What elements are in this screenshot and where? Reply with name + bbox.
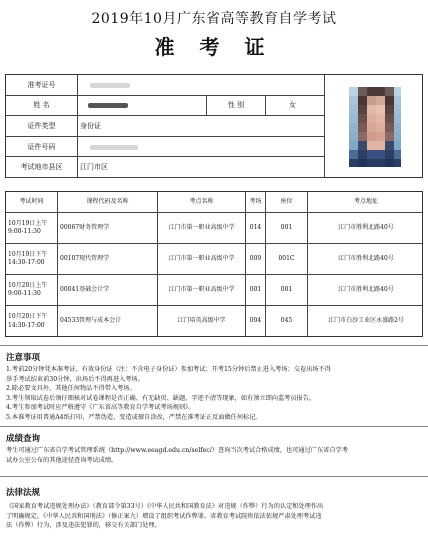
exam-area-value: 江门市区 (80, 163, 108, 172)
id-type-row (6, 116, 324, 137)
notes-title: 注意事项 (6, 353, 41, 363)
header-exam-time: 考试时间 (6, 192, 58, 212)
law-line: 《国家教育考试违规处理办法》（教育部令第33号）《中华人民共和国教育法》对违规（作弊）行为的认定和处理作出 (6, 503, 324, 510)
candidate-info-table (5, 74, 423, 178)
room-cell: 009 (246, 244, 266, 274)
redacted-id-number (90, 145, 138, 150)
seat-cell: 001 (266, 213, 308, 243)
page-title: 2019年10月广东省高等教育自学考试 (91, 11, 337, 27)
photo-cell (324, 75, 424, 178)
header-room: 考场 (246, 192, 266, 212)
exam-time-cell (6, 213, 58, 243)
gender-label: 性 别 (206, 96, 266, 116)
exam-area-label: 考试地市县区 (6, 157, 78, 177)
exam-date: 10月20日上午 (8, 281, 48, 289)
results-line: 考生可通过广东省自学考试管理系统（http://www.eeagd.edu.cn/selfec/）查询当次考试合格成绩，也可通过广东省自学考 (6, 447, 348, 454)
header-seat: 座位 (266, 192, 308, 212)
name-row (6, 96, 324, 117)
redacted-ticket-number (90, 83, 130, 88)
exam-date: 10月19日下午 (8, 250, 48, 258)
seat-cell: 001 (266, 275, 308, 305)
site-cell: 江门市第一职业高级中学 (158, 244, 246, 274)
course-cell: 00041基础会计学 (58, 275, 158, 305)
law-line: 法（作弊）行为，涉及违法犯罪的，移交有关部门处理。 (6, 522, 161, 530)
exam-schedule-table (5, 191, 423, 337)
exam-date: 10月19日上午 (8, 219, 48, 227)
exam-time: 9:00-11:30 (8, 290, 41, 297)
id-number-label: 证件号码 (6, 137, 78, 157)
exam-table-header (6, 192, 422, 213)
divider (0, 476, 428, 477)
header-address: 考点地址 (353, 197, 378, 205)
document-heading: 准 考 证 (154, 35, 274, 59)
address-cell: 江门市白沙工业区永盛路2号 (328, 317, 404, 325)
course-cell: 04533管理与成本会计 (58, 306, 158, 337)
address-cell: 江门市胜利北路40号 (338, 285, 394, 293)
exam-time: 14:30-17:00 (8, 259, 45, 266)
site-cell: 江门培英高级中学 (158, 306, 246, 337)
results-line: 试办公室公布的其他途径查询考试成绩。 (6, 456, 118, 464)
address-cell: 江门市胜利北路40号 (338, 223, 394, 231)
ticket-number-label: 准考证号 (6, 75, 78, 95)
site-cell: 江门市第一职业高级中学 (158, 213, 246, 243)
divider (0, 426, 428, 427)
table-row (6, 275, 422, 306)
seat-cell: 045 (266, 306, 308, 337)
exam-time: 14:30-17:00 (8, 321, 45, 329)
address-cell: 江门市胜利北路40号 (338, 254, 394, 262)
id-type-value: 身份证 (80, 121, 101, 130)
redacted-name (88, 103, 128, 108)
exam-time-cell (6, 275, 58, 305)
notes-item: 5.本准考证用普通A4纸打印，严禁伪造、变造或擅自涂改，严禁在准考证正反面做任何标记。 (6, 414, 262, 422)
law-body (6, 502, 422, 531)
id-type-label: 证件类型 (6, 116, 78, 136)
course-cell: 00107现代管理学 (58, 244, 158, 274)
notes-item: 1.考前20分钟凭本准考证、有效身份证（注：不含电子身份证）参加考试；开考15分钟后禁止进入考场；交卷出场不得 (6, 366, 331, 373)
law-title: 法律法规 (6, 488, 41, 498)
id-number-row (6, 137, 324, 158)
exam-area-row (6, 157, 324, 178)
results-body (6, 446, 422, 465)
course-cell: 00067财务管理学 (58, 213, 158, 243)
room-cell: 014 (246, 213, 266, 243)
header-course: 课程代码及名称 (58, 192, 158, 212)
law-line: 了明确规定，《中华人民共和国刑法》（修正案九）增设了组织考试作弊罪。省教育考试院将依法依规严肃处理考试违 (6, 512, 322, 520)
table-row (6, 213, 422, 244)
notes-body (6, 365, 422, 423)
exam-time-cell (6, 306, 58, 337)
divider (0, 345, 428, 346)
table-row (6, 244, 422, 275)
notes-item: 2.除必要文具外，其他任何物品不得带入考场。 (6, 385, 136, 393)
room-cell: 004 (246, 306, 266, 337)
name-label: 姓 名 (6, 96, 78, 116)
notes-item: 3.考生领取试卷后须仔细核对试卷课程是否正确、有无缺页、缺题、字迹不清等现象，如有须立即向监考员报告。 (6, 394, 316, 402)
header-site: 考点名称 (158, 192, 246, 212)
gender-value: 女 (289, 101, 296, 110)
results-title: 成绩查询 (6, 434, 41, 444)
exam-date: 10月20日下午 (8, 313, 48, 321)
notes-item: 4.考生参加考试时应严格遵守《广东省高等教育自学考试考场规则》。 (6, 404, 195, 412)
ticket-number-row (6, 75, 324, 96)
room-cell: 001 (246, 275, 266, 305)
notes-item: 举手考试结束前30分钟，出场后不得再进入考场。 (6, 375, 144, 383)
seat-cell: 001C (266, 244, 308, 274)
candidate-photo (349, 87, 401, 167)
exam-time: 9:00-11:30 (8, 228, 41, 235)
exam-time-cell (6, 244, 58, 274)
table-row (6, 306, 422, 337)
site-cell: 江门市第一职业高级中学 (158, 275, 246, 305)
